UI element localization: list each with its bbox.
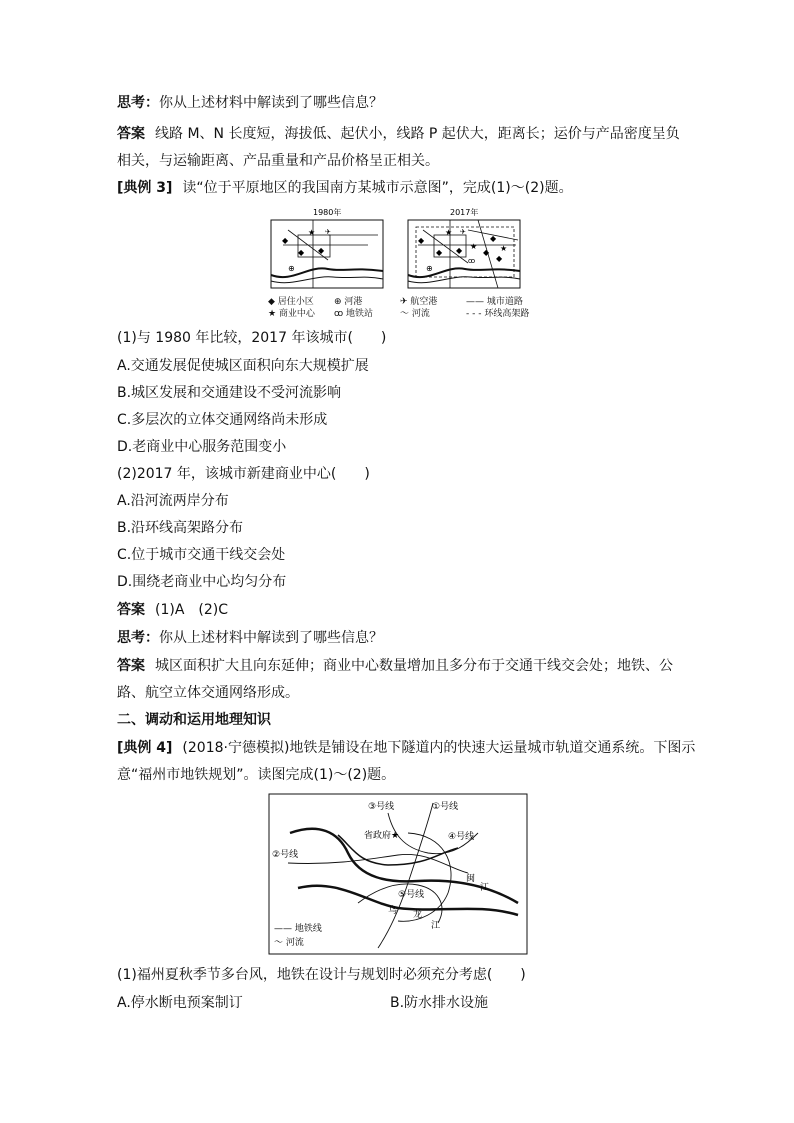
city-map-figure	[268, 205, 526, 295]
q2-option-a: A.沿河流两岸分布	[117, 493, 229, 509]
q4-1-option-a: A.停水断电预案制订	[117, 995, 243, 1011]
svg-text:✈: ✈	[460, 228, 466, 236]
airport-icon: ✈	[325, 228, 331, 236]
think-line-1: 思考：你从上述材料中解读到了哪些信息？	[117, 95, 383, 111]
q4-1-option-b: B.防水排水设施	[390, 995, 489, 1011]
label-long: 龙	[413, 910, 423, 920]
label-line-2: ②号线	[272, 850, 299, 860]
q4-1-stem: (1)福州夏秋季节多台风，地铁在设计与规划时必须充分考虑( )	[117, 967, 526, 983]
svg-text:★: ★	[445, 228, 453, 237]
year-1980-label: 1980年	[313, 208, 342, 217]
q1-stem: (1)与 1980 年比较，2017 年该城市( )	[117, 330, 387, 346]
example-3-answer: 答案 (1)A (2)C	[117, 602, 229, 618]
q1-option-a: A.交通发展促使城区面积向东大规模扩展	[117, 358, 369, 374]
map-1980	[271, 207, 383, 288]
answer-line-2: 相关，与运输距离、产品重量和产品价格呈正相关。	[117, 153, 439, 169]
svg-text:◆: ◆	[318, 246, 325, 255]
svg-text:⊕: ⊕	[426, 264, 433, 273]
q2-stem: (2)2017 年，该城市新建商业中心( )	[117, 466, 370, 482]
answer-line-1: 答案 线路 M、N 长度短，海拔低、起伏小，线路 P 起伏大，距离长；运价与产品密度呈负	[117, 126, 680, 142]
q1-option-d: D.老商业中心服务范围变小	[117, 439, 287, 455]
label-jiang-2: 江	[431, 921, 441, 931]
example-4-intro-2: 意“福州市地铁规划”。读图完成(1)～(2)题。	[117, 767, 396, 783]
svg-text:◆: ◆	[490, 234, 497, 243]
svg-text:◆: ◆	[496, 254, 503, 263]
q1-option-b: B.城区发展和交通建设不受河流影响	[117, 385, 342, 401]
map-legend-row-2: ★ 商业中心 ꝏ 地铁站 〜 河流 - - - 环线高架路	[268, 309, 530, 319]
svg-text:◆: ◆	[282, 236, 289, 245]
answer-line-3: 答案 城区面积扩大且向东延伸；商业中心数量增加且多分布于交通干线交会处；地铁、公	[117, 658, 673, 674]
label-line-4: ④号线	[448, 832, 475, 842]
q2-option-b: B.沿环线高架路分布	[117, 520, 244, 536]
q4-1-options	[117, 993, 488, 1013]
river-port-icon: ⊕	[288, 264, 295, 273]
q2-option-d: D.围绕老商业中心均匀分布	[117, 574, 287, 590]
metro-line-1	[378, 803, 433, 948]
label-line-5: ⑤号线	[398, 890, 425, 900]
legend-river: 〜 河流	[274, 938, 304, 948]
label-line-3: ③号线	[368, 802, 395, 812]
example-4-intro-1: [典例 4] (2018·宁德模拟)地铁是铺设在地下隧道内的快速大运量城市轨道交通系统。下图示	[117, 740, 696, 756]
q2-option-c: C.位于城市交通干线交会处	[117, 547, 286, 563]
map-legend-row-1: ◆ 居住小区 ⊕ 河港 ✈ 航空港 —— 城市道路	[268, 297, 523, 307]
metro-station-icon: ꝏ	[468, 257, 476, 265]
label-line-1: ①号线	[432, 802, 459, 812]
example-3-intro: [典例 3] 读“位于平原地区的我国南方某城市示意图”，完成(1)～(2)题。	[117, 180, 573, 196]
svg-text:★: ★	[470, 242, 478, 251]
svg-text:◆: ◆	[436, 248, 443, 257]
svg-text:◆: ◆	[418, 236, 425, 245]
svg-text:★: ★	[308, 228, 316, 237]
section-2-title: 二、调动和运用地理知识	[117, 712, 271, 728]
svg-text:◆: ◆	[456, 246, 463, 255]
year-2017-label: 2017年	[450, 208, 479, 217]
think-line-2: 思考：你从上述材料中解读到了哪些信息？	[117, 630, 383, 646]
legend-metro-line: —— 地铁线	[274, 924, 322, 934]
label-provincial-gov: 省政府★	[364, 831, 400, 841]
q1-option-c: C.多层次的立体交通网络尚未形成	[117, 412, 328, 428]
svg-text:◆: ◆	[483, 248, 490, 257]
svg-text:◆: ◆	[298, 248, 305, 257]
label-jiang-1: 江	[480, 883, 490, 893]
map-2017	[408, 207, 520, 288]
svg-text:★: ★	[500, 244, 508, 253]
label-min: 闽	[466, 874, 476, 884]
answer-line-4: 路、航空立体交通网络形成。	[117, 685, 299, 701]
label-wu: 乌	[388, 906, 398, 916]
metro-map-figure	[268, 793, 528, 955]
